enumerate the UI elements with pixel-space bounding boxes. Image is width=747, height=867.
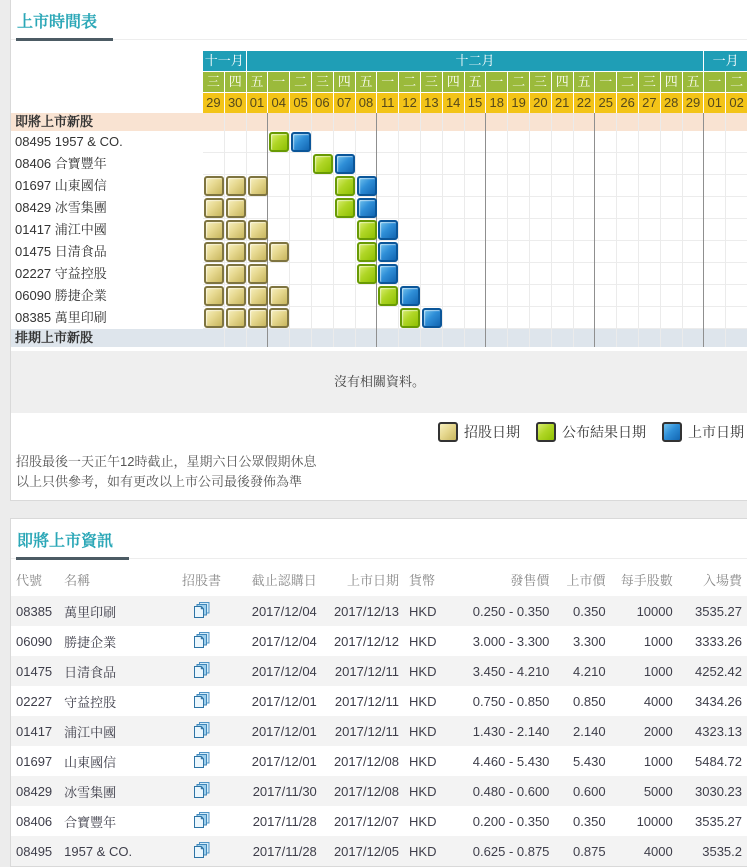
cell-name: 日清食品 (64, 664, 117, 680)
gantt-row-label: 02227 守益控股 (15, 266, 107, 281)
weekday-cell: 五 (683, 72, 704, 92)
cell-deadline: 2017/12/04 (251, 633, 317, 649)
table-row (11, 626, 747, 656)
prospectus-cell (173, 746, 229, 776)
cell-lot_size: 5000 (643, 783, 673, 799)
gantt-cell-result (357, 264, 377, 284)
info-title: 即將上市資訊 (16, 528, 129, 560)
cell-deadline: 2017/12/01 (251, 693, 317, 709)
cell-code: 01417 (16, 723, 53, 739)
cell-listing_date: 2017/12/12 (333, 633, 400, 649)
timetable-title: 上市時間表 (16, 9, 113, 41)
cell-listing_price: 0.350 (573, 813, 606, 829)
gantt-cell-subscription (204, 198, 224, 218)
cell-entry_fee: 3434.26 (695, 693, 742, 709)
legend-swatch-result (536, 422, 556, 442)
cell-offer_price: 0.480 - 0.600 (472, 783, 550, 799)
date-cell: 13 (421, 93, 442, 113)
gantt-cell-result (335, 198, 355, 218)
weekday-cell: 二 (290, 72, 311, 92)
cell-name: 山東國信 (64, 754, 117, 770)
date-cell: 22 (574, 93, 595, 113)
table-row (11, 746, 747, 776)
gantt-row-label: 01697 山東國信 (15, 178, 107, 193)
gantt-cell-result (357, 242, 377, 262)
gantt-cell-listing (378, 242, 398, 262)
footnote-line: 招股最後一天正午12時截止，星期六日公眾假期休息 (16, 454, 317, 469)
cell-offer_price: 4.460 - 5.430 (472, 753, 550, 769)
date-cell: 29 (683, 93, 704, 113)
cell-offer_price: 0.750 - 0.850 (472, 693, 550, 709)
date-cell: 26 (617, 93, 638, 113)
date-cell: 19 (508, 93, 529, 113)
cell-deadline: 2017/11/30 (252, 783, 317, 799)
cell-lot_size: 1000 (643, 753, 673, 769)
gantt-cell-subscription (226, 242, 246, 262)
cell-currency: HKD (409, 753, 437, 769)
gantt-row (11, 197, 747, 219)
cell-currency: HKD (409, 603, 437, 619)
weekday-cell: 一 (486, 72, 507, 92)
gantt-cell-listing (378, 264, 398, 284)
cell-listing_price: 5.430 (573, 753, 606, 769)
listing-gantt (11, 113, 747, 347)
cell-listing_price: 3.300 (573, 633, 606, 649)
column-header-prospectus: 招股書 (181, 573, 221, 588)
date-cell: 20 (530, 93, 551, 113)
month-cell: 十一月 (203, 51, 246, 71)
month-cell: 一月 (704, 51, 747, 71)
gantt-cell-subscription (226, 264, 246, 284)
gantt-cell-result (313, 154, 333, 174)
weekday-cell: 二 (399, 72, 420, 92)
prospectus-icon[interactable] (193, 842, 210, 858)
table-row (11, 686, 747, 716)
gantt-cell-subscription (204, 176, 224, 196)
column-grid-line (573, 113, 574, 347)
cell-entry_fee: 3535.27 (695, 603, 742, 619)
column-grid-line (682, 113, 683, 347)
weekday-cell: 三 (203, 72, 224, 92)
date-cell: 01 (247, 93, 268, 113)
cell-name: 合寶豐年 (64, 814, 117, 830)
legend-item-listing (662, 422, 744, 442)
cell-listing_price: 0.875 (573, 843, 606, 859)
column-header-listing_date: 上市日期 (347, 573, 400, 588)
gantt-cell-subscription (248, 308, 268, 328)
gantt-cell-subscription (204, 264, 224, 284)
timetable-title-row (11, 0, 747, 40)
date-cell: 25 (595, 93, 616, 113)
cell-lot_size: 10000 (636, 813, 673, 829)
column-grid-line (507, 113, 508, 347)
upcoming-listing-table (11, 561, 747, 866)
info-card (10, 518, 747, 867)
cell-listing_date: 2017/12/07 (333, 813, 400, 829)
weekday-cell: 二 (508, 72, 529, 92)
date-cell: 12 (399, 93, 420, 113)
table-row (11, 596, 747, 626)
gantt-cell-subscription (204, 286, 224, 306)
weekday-cell: 三 (639, 72, 660, 92)
cell-currency: HKD (409, 843, 437, 859)
scheduled-section-header: 排期上市新股 (11, 329, 747, 347)
cell-name: 1957 & CO. (64, 843, 133, 859)
table-row (11, 806, 747, 836)
info-title-row (11, 519, 747, 559)
weekday-cell: 三 (421, 72, 442, 92)
date-cell: 28 (661, 93, 682, 113)
cell-code: 06090 (16, 633, 53, 649)
gantt-cell-subscription (226, 220, 246, 240)
prospectus-icon[interactable] (193, 692, 210, 708)
column-grid-line (398, 113, 399, 347)
table-row (11, 836, 747, 866)
cell-name: 守益控股 (64, 694, 117, 710)
cell-name: 勝捷企業 (64, 634, 117, 650)
weekday-cell: 四 (552, 72, 573, 92)
cell-lot_size: 10000 (636, 603, 673, 619)
prospectus-cell (173, 656, 229, 686)
prospectus-icon[interactable] (193, 782, 210, 798)
column-header-entry_fee: 入場費 (702, 573, 742, 588)
cell-entry_fee: 3535.27 (695, 813, 742, 829)
prospectus-icon[interactable] (193, 722, 210, 738)
date-cell: 15 (465, 93, 486, 113)
cell-code: 08429 (16, 783, 53, 799)
gantt-cell-result (400, 308, 420, 328)
column-grid-line (551, 113, 552, 347)
cell-listing_price: 0.850 (573, 693, 606, 709)
gantt-row (11, 285, 747, 307)
cell-listing_price: 2.140 (573, 723, 606, 739)
gantt-cell-result (357, 220, 377, 240)
cell-listing_price: 4.210 (573, 663, 606, 679)
cell-deadline: 2017/12/04 (251, 603, 317, 619)
gantt-cell-result (378, 286, 398, 306)
gantt-cell-subscription (248, 264, 268, 284)
gantt-row-label: 01475 日清食品 (15, 244, 107, 259)
gantt-row (11, 131, 747, 153)
cell-offer_price: 1.430 - 2.140 (472, 723, 550, 739)
cell-entry_fee: 5484.72 (695, 753, 742, 769)
cell-entry_fee: 4252.42 (695, 663, 742, 679)
cell-currency: HKD (409, 663, 437, 679)
calendar-header (11, 51, 747, 113)
column-grid-line (725, 113, 726, 347)
cell-lot_size: 1000 (643, 633, 673, 649)
gantt-row (11, 153, 747, 175)
gantt-cell-subscription (269, 242, 289, 262)
legend-label: 公布結果日期 (562, 424, 646, 440)
legend-item-result (536, 422, 646, 442)
cell-name: 萬里印刷 (64, 604, 117, 620)
cell-listing_date: 2017/12/11 (334, 693, 400, 709)
cell-code: 08495 (16, 843, 53, 859)
cell-name: 浦江中國 (64, 724, 117, 740)
no-data-area (11, 351, 747, 413)
prospectus-cell (173, 626, 229, 656)
cell-code: 08385 (16, 603, 53, 619)
gantt-cell-result (335, 176, 355, 196)
legend-label: 招股日期 (464, 424, 520, 440)
weekday-cell: 五 (574, 72, 595, 92)
legend-swatch-listing (662, 422, 682, 442)
gantt-row-label: 06090 勝捷企業 (15, 288, 107, 303)
column-header-name: 名稱 (64, 573, 91, 588)
cell-code: 08406 (16, 813, 53, 829)
cell-lot_size: 2000 (643, 723, 673, 739)
table-row (11, 776, 747, 806)
column-header-deadline: 截止認購日 (251, 573, 317, 588)
prospectus-cell (173, 776, 229, 806)
gantt-cell-listing (357, 198, 377, 218)
column-grid-line (289, 113, 290, 347)
cell-offer_price: 0.250 - 0.350 (472, 603, 550, 619)
gantt-row-label: 08385 萬里印刷 (15, 310, 107, 325)
date-cell: 27 (639, 93, 660, 113)
date-cell: 01 (704, 93, 725, 113)
cell-code: 01697 (16, 753, 53, 769)
weekday-cell: 五 (247, 72, 268, 92)
gantt-cell-subscription (248, 242, 268, 262)
cell-entry_fee: 4323.13 (695, 723, 742, 739)
column-grid-line (333, 113, 334, 347)
table-row (11, 716, 747, 746)
week-separator-line (485, 113, 486, 347)
cell-listing_date: 2017/12/11 (334, 723, 400, 739)
prospectus-icon[interactable] (193, 602, 210, 618)
date-cell: 06 (312, 93, 333, 113)
cell-entry_fee: 3030.23 (695, 783, 742, 799)
date-cell: 21 (552, 93, 573, 113)
column-grid-line (529, 113, 530, 347)
gantt-cell-subscription (269, 286, 289, 306)
weekday-cell: 五 (356, 72, 377, 92)
week-separator-line (703, 113, 704, 347)
weekday-cell: 三 (312, 72, 333, 92)
weekday-cell: 二 (726, 72, 747, 92)
cell-lot_size: 1000 (643, 663, 673, 679)
table-header-row (11, 561, 747, 596)
date-cell: 29 (203, 93, 224, 113)
cell-currency: HKD (409, 813, 437, 829)
timetable-card (10, 0, 747, 501)
weekday-cell: 五 (465, 72, 486, 92)
column-grid-line (638, 113, 639, 347)
date-cell: 08 (356, 93, 377, 113)
column-grid-line (311, 113, 312, 347)
cell-listing_price: 0.350 (573, 603, 606, 619)
cell-offer_price: 0.200 - 0.350 (472, 813, 550, 829)
cell-code: 02227 (16, 693, 53, 709)
weekday-cell: 一 (268, 72, 289, 92)
column-grid-line (464, 113, 465, 347)
gantt-row (11, 219, 747, 241)
gantt-row (11, 307, 747, 329)
cell-deadline: 2017/12/01 (251, 753, 317, 769)
footnotes (11, 442, 747, 496)
cell-code: 01475 (16, 663, 53, 679)
legend-label: 上市日期 (688, 424, 744, 440)
gantt-cell-subscription (204, 308, 224, 328)
date-cell: 30 (225, 93, 246, 113)
gantt-cell-subscription (248, 286, 268, 306)
gantt-cell-subscription (226, 198, 246, 218)
prospectus-cell (173, 716, 229, 746)
gantt-cell-subscription (269, 308, 289, 328)
column-header-listing_price: 上市價 (566, 573, 606, 588)
legend (11, 413, 747, 442)
weekday-cell: 四 (443, 72, 464, 92)
column-header-code: 代號 (16, 573, 43, 588)
gantt-row (11, 175, 747, 197)
gantt-row (11, 241, 747, 263)
gantt-row-label: 08406 合寶豐年 (15, 156, 107, 171)
cell-deadline: 2017/11/28 (252, 843, 317, 859)
cell-lot_size: 4000 (643, 843, 673, 859)
prospectus-cell (173, 596, 229, 626)
column-header-lot_size: 每手股數 (620, 573, 673, 588)
gantt-cell-subscription (204, 242, 224, 262)
legend-item-subscription (438, 422, 520, 442)
date-cell: 11 (377, 93, 398, 113)
week-separator-line (594, 113, 595, 347)
date-cell: 14 (443, 93, 464, 113)
cell-listing_date: 2017/12/05 (333, 843, 400, 859)
cell-entry_fee: 3535.2 (702, 843, 742, 859)
month-cell: 十二月 (247, 51, 704, 71)
date-cell: 18 (486, 93, 507, 113)
weekday-cell: 一 (595, 72, 616, 92)
gantt-cell-listing (378, 220, 398, 240)
cell-listing_date: 2017/12/13 (333, 603, 400, 619)
gantt-cell-listing (422, 308, 442, 328)
weekday-cell: 四 (661, 72, 682, 92)
gantt-cell-listing (335, 154, 355, 174)
date-cell: 07 (334, 93, 355, 113)
cell-listing_date: 2017/12/11 (334, 663, 400, 679)
cell-listing_date: 2017/12/08 (333, 753, 400, 769)
cell-currency: HKD (409, 693, 437, 709)
prospectus-icon[interactable] (193, 752, 210, 768)
gantt-cell-listing (291, 132, 311, 152)
cell-offer_price: 3.450 - 4.210 (472, 663, 550, 679)
cell-currency: HKD (409, 783, 437, 799)
gantt-cell-subscription (226, 286, 246, 306)
weekday-cell: 四 (334, 72, 355, 92)
date-cell: 04 (268, 93, 289, 113)
gantt-row-label: 08429 冰雪集團 (15, 200, 107, 215)
cell-offer_price: 0.625 - 0.875 (472, 843, 550, 859)
prospectus-icon[interactable] (193, 662, 210, 678)
cell-listing_price: 0.600 (573, 783, 606, 799)
gantt-row-label: 08495 1957 & CO. (15, 134, 123, 149)
prospectus-cell (173, 806, 229, 836)
cell-entry_fee: 3333.26 (695, 633, 742, 649)
column-grid-line (616, 113, 617, 347)
cell-name: 冰雪集團 (64, 784, 117, 800)
gantt-cell-subscription (248, 220, 268, 240)
footnote-line: 以上只供參考，如有更改以上市公司最後發佈為準 (16, 474, 303, 489)
weekday-cell: 一 (704, 72, 725, 92)
cell-lot_size: 4000 (643, 693, 673, 709)
column-grid-line (355, 113, 356, 347)
gantt-cell-result (269, 132, 289, 152)
gantt-cell-subscription (248, 176, 268, 196)
gantt-row-label: 01417 浦江中國 (15, 222, 107, 237)
cell-currency: HKD (409, 723, 437, 739)
cell-deadline: 2017/11/28 (252, 813, 317, 829)
gantt-cell-subscription (204, 220, 224, 240)
cell-deadline: 2017/12/01 (251, 723, 317, 739)
prospectus-icon[interactable] (193, 632, 210, 648)
gantt-cell-listing (400, 286, 420, 306)
weekday-cell: 三 (530, 72, 551, 92)
gantt-cell-subscription (226, 308, 246, 328)
prospectus-cell (173, 836, 229, 866)
date-cell: 05 (290, 93, 311, 113)
weekday-cell: 四 (225, 72, 246, 92)
no-data-message: 沒有相關資料。 (333, 374, 425, 389)
cell-currency: HKD (409, 633, 437, 649)
weekday-cell: 一 (377, 72, 398, 92)
weekday-cell: 二 (617, 72, 638, 92)
column-header-currency: 貨幣 (409, 573, 436, 588)
gantt-cell-listing (357, 176, 377, 196)
gantt-cell-subscription (226, 176, 246, 196)
cell-deadline: 2017/12/04 (251, 663, 317, 679)
prospectus-cell (173, 686, 229, 716)
gantt-row (11, 263, 747, 285)
date-cell: 02 (726, 93, 747, 113)
legend-swatch-subscription (438, 422, 458, 442)
cell-offer_price: 3.000 - 3.300 (472, 633, 550, 649)
upcoming-section-header: 即將上市新股 (11, 113, 747, 131)
prospectus-icon[interactable] (193, 812, 210, 828)
cell-listing_date: 2017/12/08 (333, 783, 400, 799)
table-row (11, 656, 747, 686)
column-grid-line (420, 113, 421, 347)
column-grid-line (660, 113, 661, 347)
column-header-offer_price: 發售價 (510, 573, 550, 588)
